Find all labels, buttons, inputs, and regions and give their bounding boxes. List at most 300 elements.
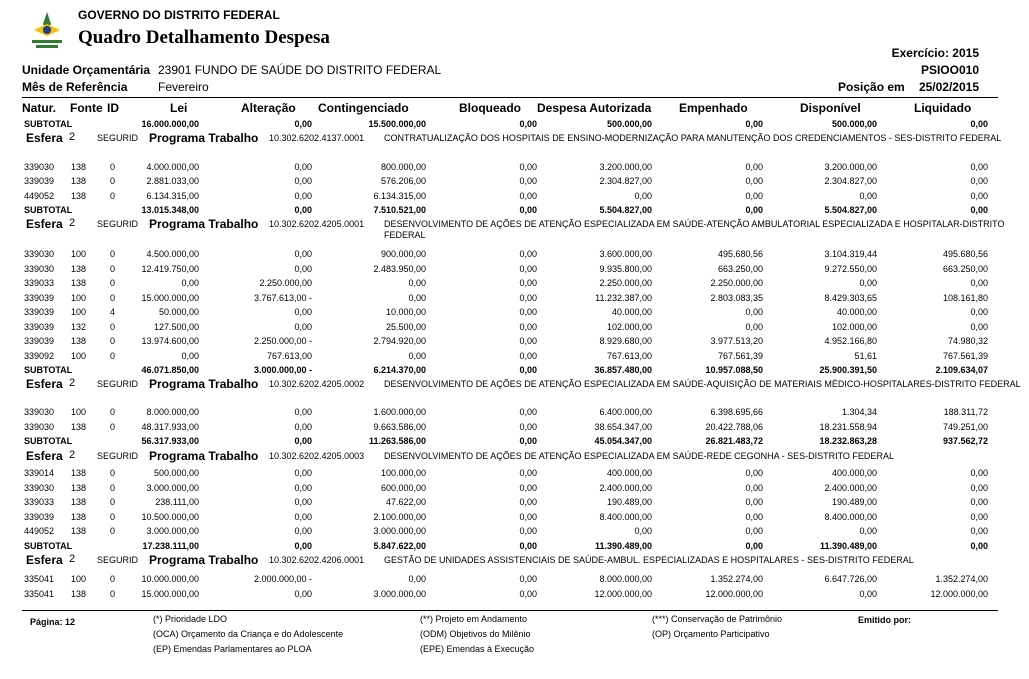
cell-value: 0,00 xyxy=(519,278,537,288)
cell-id: 0 xyxy=(110,497,116,507)
cell-id: 0 xyxy=(110,176,116,186)
cell-value: 0,00 xyxy=(519,176,537,186)
subtotal-row xyxy=(0,117,1029,131)
subtotal-value: 500.000,00 xyxy=(831,119,877,129)
cell-natur: 339033 xyxy=(24,497,55,507)
subtotal-value: 7.510.521,00 xyxy=(373,205,426,215)
cell-value: 0,00 xyxy=(970,278,988,288)
cell-value: 0,00 xyxy=(519,574,537,584)
esfera-value: 2 xyxy=(69,131,76,143)
cell-value: 8.400.000,00 xyxy=(824,512,877,522)
cell-id: 0 xyxy=(110,512,116,522)
legend-epe: (EPE) Emendas à Execução xyxy=(420,644,535,654)
emitido-por: Emitido por: xyxy=(858,615,911,625)
subtotal-value: 46.071.850,00 xyxy=(141,365,199,375)
cell-id: 0 xyxy=(110,191,116,201)
subtotal-value: 0,00 xyxy=(294,436,312,446)
cell-value: 0,00 xyxy=(519,422,537,432)
subtotal-row xyxy=(0,434,1029,448)
cell-value: 2.250.000,00 xyxy=(710,278,763,288)
cell-value: 51,61 xyxy=(854,351,877,361)
subtotal-value: 0,00 xyxy=(519,365,537,375)
cell-value: 0,00 xyxy=(181,278,199,288)
esfera-label: Esfera xyxy=(26,553,63,567)
cell-value: 0,00 xyxy=(745,176,763,186)
programa-label: Programa Trabalho xyxy=(149,131,259,145)
cell-value: 47.622,00 xyxy=(385,497,426,507)
cell-value: 0,00 xyxy=(181,351,199,361)
cell-value: 4.500.000,00 xyxy=(146,249,199,259)
cell-value: 0,00 xyxy=(519,407,537,417)
cell-value: 127.500,00 xyxy=(153,322,199,332)
cell-value: 108.161,80 xyxy=(942,293,988,303)
legend-oca: (OCA) Orçamento da Criança e do Adolescente xyxy=(153,629,344,639)
cell-value: 0,00 xyxy=(519,336,537,346)
header-divider xyxy=(22,97,998,98)
table-row xyxy=(0,510,1029,524)
subtotal-value: 0,00 xyxy=(970,205,988,215)
cell-value: 767.613,00 xyxy=(266,351,312,361)
cell-natur: 339030 xyxy=(24,249,55,259)
cell-value: 6.400.000,00 xyxy=(599,407,652,417)
esfera-label: Esfera xyxy=(26,377,63,391)
subtotal-value: 10.957.088,50 xyxy=(705,365,763,375)
cell-value: 188.311,72 xyxy=(943,407,988,417)
cell-id: 4 xyxy=(110,307,116,317)
cell-value: 0,00 xyxy=(408,574,426,584)
programa-description: DESENVOLVIMENTO DE AÇÕES DE ATENÇÃO ESPECIALIZADA EM SAÚDE-AQUISIÇÃO DE MATERIAIS MÉDICO-HOSPITALARES-DISTRITO FEDERAL xyxy=(384,379,1021,389)
page-number: Página: 12 xyxy=(30,617,76,627)
cell-fonte: 100 xyxy=(71,574,87,584)
cell-natur: 339039 xyxy=(24,322,55,332)
cell-value: 0,00 xyxy=(745,307,763,317)
cell-natur: 335041 xyxy=(24,589,55,599)
table-row xyxy=(0,174,1029,188)
col-empenhado: Empenhado xyxy=(679,101,748,115)
cell-value: 0,00 xyxy=(519,293,537,303)
cell-value: 38.654.347,00 xyxy=(594,422,652,432)
subtotal-label: SUBTOTAL xyxy=(24,436,73,446)
posicao-value: 25/02/2015 xyxy=(918,80,979,94)
cell-value: 3.000.000,00 xyxy=(373,526,426,536)
subtotal-value: 0,00 xyxy=(294,541,312,551)
cell-value: 0,00 xyxy=(519,526,537,536)
cell-natur: 339030 xyxy=(24,422,55,432)
cell-value: 100.000,00 xyxy=(380,468,426,478)
table-row xyxy=(0,291,1029,305)
cell-natur: 339092 xyxy=(24,351,55,361)
cell-value: 0,00 xyxy=(859,526,877,536)
cell-fonte: 138 xyxy=(71,162,87,172)
legend-conservacao: (***) Conservação de Patrimônio xyxy=(652,614,783,624)
cell-value: 3.000.000,00 xyxy=(146,526,199,536)
cell-id: 0 xyxy=(110,162,116,172)
programa-code: 10.302.6202.4205.0001 xyxy=(269,219,365,229)
subtotal-value: 0,00 xyxy=(519,436,537,446)
subtotal-value: 6.214.370,00 xyxy=(373,365,426,375)
subtotal-value: 0,00 xyxy=(970,541,988,551)
cell-value: 3.000.000,00 xyxy=(373,589,426,599)
cell-value: 0,00 xyxy=(745,483,763,493)
col-lei: Lei xyxy=(170,101,188,115)
cell-value: 0,00 xyxy=(519,322,537,332)
cell-value: 8.000.000,00 xyxy=(146,407,199,417)
subtotal-value: 937.562,72 xyxy=(942,436,988,446)
cell-value: 2.881.033,00 xyxy=(146,176,199,186)
table-row xyxy=(0,247,1029,261)
subtotal-value: 45.054.347,00 xyxy=(594,436,652,446)
cell-value: 0,00 xyxy=(970,526,988,536)
cell-value: 12.000.000,00 xyxy=(594,589,652,599)
unidade-value: 23901 FUNDO DE SAÚDE DO DISTRITO FEDERAL xyxy=(158,63,442,77)
cell-natur: 339039 xyxy=(24,293,55,303)
cell-fonte: 100 xyxy=(71,407,87,417)
cell-natur: 335041 xyxy=(24,574,55,584)
cell-value: 663.250,00 xyxy=(717,264,763,274)
table-row xyxy=(0,466,1029,480)
cell-value: 0,00 xyxy=(519,307,537,317)
cell-value: 102.000,00 xyxy=(606,322,652,332)
subtotal-value: 500.000,00 xyxy=(606,119,652,129)
cell-value: 1.600.000,00 xyxy=(373,407,426,417)
cell-value: 0,00 xyxy=(408,351,426,361)
cell-fonte: 138 xyxy=(71,526,87,536)
cell-value: 15.000.000,00 xyxy=(141,589,199,599)
subtotal-value: 3.000.000,00 - xyxy=(253,365,312,375)
seguridade-label: SEGURID xyxy=(97,451,139,461)
programa-code: 10.302.6202.4205.0002 xyxy=(269,379,365,389)
programa-code: 10.302.6202.4137.0001 xyxy=(269,133,365,143)
cell-value: 767.613,00 xyxy=(606,351,652,361)
col-bloqueado: Bloqueado xyxy=(459,101,521,115)
cell-value: 0,00 xyxy=(519,483,537,493)
cell-value: 0,00 xyxy=(294,497,312,507)
table-row xyxy=(0,305,1029,319)
cell-value: 12.419.750,00 xyxy=(141,264,199,274)
cell-id: 0 xyxy=(110,526,116,536)
cell-value: 6.134.315,00 xyxy=(373,191,426,201)
seguridade-label: SEGURID xyxy=(97,133,139,143)
legend-ep: (EP) Emendas Parlamentares ao PLOA xyxy=(153,644,312,654)
cell-value: 4.000.000,00 xyxy=(146,162,199,172)
subtotal-row xyxy=(0,539,1029,553)
cell-value: 3.767.613,00 - xyxy=(253,293,312,303)
cell-value: 50.000,00 xyxy=(158,307,199,317)
subtotal-value: 0,00 xyxy=(294,205,312,215)
cell-value: 767.561,39 xyxy=(942,351,988,361)
cell-natur: 339030 xyxy=(24,407,55,417)
cell-value: 0,00 xyxy=(970,176,988,186)
cell-fonte: 138 xyxy=(71,483,87,493)
cell-value: 0,00 xyxy=(294,407,312,417)
legend-ldo: (*) Prioridade LDO xyxy=(153,614,228,624)
cell-value: 900.000,00 xyxy=(380,249,426,259)
cell-natur: 339039 xyxy=(24,336,55,346)
cell-value: 4.952.166,80 xyxy=(824,336,877,346)
table-row xyxy=(0,481,1029,495)
cell-value: 0,00 xyxy=(634,191,652,201)
esfera-header xyxy=(0,130,1029,156)
subtotal-value: 5.504.827,00 xyxy=(824,205,877,215)
cell-value: 1.352.274,00 xyxy=(935,574,988,584)
legend-odm: (ODM) Objetivos do Milênio xyxy=(420,629,531,639)
subtotal-value: 0,00 xyxy=(294,119,312,129)
cell-value: 15.000.000,00 xyxy=(141,293,199,303)
subtotal-value: 11.263.586,00 xyxy=(368,436,426,446)
subtotal-value: 0,00 xyxy=(519,541,537,551)
cell-value: 11.232.387,00 xyxy=(595,293,652,303)
subtotal-value: 11.390.489,00 xyxy=(819,541,877,551)
table-row xyxy=(0,572,1029,586)
cell-value: 9.272.550,00 xyxy=(824,264,877,274)
cell-value: 102.000,00 xyxy=(831,322,877,332)
cell-value: 0,00 xyxy=(970,468,988,478)
col-fonte: Fonte xyxy=(70,101,103,115)
cell-value: 0,00 xyxy=(408,278,426,288)
cell-fonte: 138 xyxy=(71,176,87,186)
cell-value: 0,00 xyxy=(745,526,763,536)
mes-value: Fevereiro xyxy=(158,80,209,94)
cell-id: 0 xyxy=(110,483,116,493)
legend-projeto: (**) Projeto em Andamento xyxy=(420,614,528,624)
subtotal-value: 0,00 xyxy=(745,119,763,129)
subtotal-row xyxy=(0,363,1029,377)
cell-value: 25.500,00 xyxy=(385,322,426,332)
cell-fonte: 100 xyxy=(71,249,87,259)
cell-value: 0,00 xyxy=(745,191,763,201)
posicao-label: Posição em xyxy=(838,80,905,94)
cell-value: 0,00 xyxy=(970,162,988,172)
cell-value: 0,00 xyxy=(408,293,426,303)
cell-fonte: 100 xyxy=(71,293,87,303)
table-row xyxy=(0,189,1029,203)
programa-label: Programa Trabalho xyxy=(149,377,259,391)
cell-value: 0,00 xyxy=(970,483,988,493)
col-despesa: Despesa Autorizada xyxy=(537,101,652,115)
esfera-label: Esfera xyxy=(26,449,63,463)
cell-value: 495.680,56 xyxy=(942,249,988,259)
cell-id: 0 xyxy=(110,422,116,432)
cell-value: 0,00 xyxy=(519,249,537,259)
subtotal-row xyxy=(0,203,1029,217)
esfera-value: 2 xyxy=(69,449,76,461)
cell-id: 0 xyxy=(110,468,116,478)
cell-value: 2.304.827,00 xyxy=(599,176,652,186)
esfera-header xyxy=(0,448,1029,464)
cell-value: 8.000.000,00 xyxy=(599,574,652,584)
cell-value: 2.803.083,35 xyxy=(710,293,763,303)
cell-value: 0,00 xyxy=(294,422,312,432)
cell-natur: 339030 xyxy=(24,483,55,493)
cell-natur: 449052 xyxy=(24,191,55,201)
cell-id: 0 xyxy=(110,407,116,417)
cell-value: 1.304,34 xyxy=(841,407,877,417)
table-row xyxy=(0,405,1029,419)
cell-value: 190.489,00 xyxy=(606,497,652,507)
cell-natur: 339014 xyxy=(24,468,55,478)
cell-value: 500.000,00 xyxy=(153,468,199,478)
subtotal-value: 0,00 xyxy=(519,205,537,215)
cell-value: 3.104.319,44 xyxy=(824,249,877,259)
table-row xyxy=(0,524,1029,538)
subtotal-value: 25.900.391,50 xyxy=(819,365,877,375)
footer-divider xyxy=(22,610,998,611)
cell-natur: 339039 xyxy=(24,512,55,522)
cell-value: 2.304.827,00 xyxy=(824,176,877,186)
cell-value: 0,00 xyxy=(859,589,877,599)
subtotal-value: 2.109.634,07 xyxy=(935,365,988,375)
programa-description: GESTÃO DE UNIDADES ASSISTENCIAIS DE SAÚDE-AMBUL. ESPECIALIZADAS E HOSPITALARES - SES-DISTRITO FEDERAL xyxy=(384,555,914,565)
col-liquidado: Liquidado xyxy=(914,101,972,115)
cell-value: 0,00 xyxy=(970,512,988,522)
col-natur: Natur. xyxy=(22,101,57,115)
report-title: Quadro Detalhamento Despesa xyxy=(78,27,330,48)
subtotal-value: 0,00 xyxy=(745,541,763,551)
cell-value: 0,00 xyxy=(745,468,763,478)
cell-value: 0,00 xyxy=(970,322,988,332)
cell-value: 400.000,00 xyxy=(606,468,652,478)
cell-value: 12.000.000,00 xyxy=(705,589,763,599)
cell-value: 2.250.000,00 - xyxy=(253,336,312,346)
cell-value: 18.231.558,94 xyxy=(819,422,877,432)
cell-value: 13.974.600,00 xyxy=(141,336,199,346)
cell-value: 495.680,56 xyxy=(717,249,763,259)
esfera-value: 2 xyxy=(69,377,76,389)
programa-description: DESENVOLVIMENTO DE AÇÕES DE ATENÇÃO ESPECIALIZADA EM SAÚDE-ATENÇÃO AMBULATORIAL ESPECIALIZADA E HOSPITALAR-DISTRITO FEDERAL xyxy=(384,219,1005,240)
table-row xyxy=(0,160,1029,174)
cell-value: 48.317.933,00 xyxy=(141,422,199,432)
col-alteracao: Alteração xyxy=(241,101,296,115)
cell-fonte: 132 xyxy=(71,322,87,332)
programa-label: Programa Trabalho xyxy=(149,553,259,567)
cell-value: 576.206,00 xyxy=(380,176,426,186)
esfera-header xyxy=(0,376,1029,402)
cell-value: 2.250.000,00 xyxy=(259,278,312,288)
legend-op: (OP) Orçamento Participativo xyxy=(652,629,770,639)
cell-value: 0,00 xyxy=(294,322,312,332)
subtotal-value: 56.317.933,00 xyxy=(141,436,199,446)
cell-id: 0 xyxy=(110,278,116,288)
cell-value: 238.111,00 xyxy=(155,497,199,507)
subtotal-value: 26.821.483,72 xyxy=(705,436,763,446)
cell-value: 9.663.586,00 xyxy=(373,422,426,432)
cell-value: 749.251,00 xyxy=(942,422,988,432)
cell-fonte: 138 xyxy=(71,497,87,507)
cell-fonte: 138 xyxy=(71,191,87,201)
cell-value: 10.000,00 xyxy=(385,307,426,317)
col-contingenciado: Contingenciado xyxy=(318,101,409,115)
cell-value: 40.000,00 xyxy=(611,307,652,317)
programa-description: CONTRATUALIZAÇÃO DOS HOSPITAIS DE ENSINO-MODERNIZAÇÃO PARA MANUTENÇÃO DOS CREDENCIAMENTOS - SES-DISTRITO FEDERAL xyxy=(384,133,1002,143)
cell-value: 0,00 xyxy=(294,176,312,186)
cell-natur: 339039 xyxy=(24,176,55,186)
subtotal-value: 0,00 xyxy=(970,119,988,129)
cell-id: 0 xyxy=(110,264,116,274)
cell-value: 0,00 xyxy=(519,497,537,507)
cell-value: 2.400.000,00 xyxy=(599,483,652,493)
programa-code: 10.302.6202.4205.0003 xyxy=(269,451,365,461)
subtotal-value: 5.847.622,00 xyxy=(373,541,426,551)
cell-id: 0 xyxy=(110,249,116,259)
cell-value: 2.250.000,00 xyxy=(599,278,652,288)
cell-value: 2.400.000,00 xyxy=(824,483,877,493)
cell-fonte: 138 xyxy=(71,468,87,478)
cell-natur: 339030 xyxy=(24,162,55,172)
cell-id: 0 xyxy=(110,293,116,303)
cell-natur: 339039 xyxy=(24,307,55,317)
esfera-label: Esfera xyxy=(26,217,63,231)
table-row xyxy=(0,495,1029,509)
cell-value: 6.647.726,00 xyxy=(824,574,877,584)
cell-id: 0 xyxy=(110,351,116,361)
cell-natur: 339033 xyxy=(24,278,55,288)
subtotal-value: 16.000.000,00 xyxy=(141,119,199,129)
cell-value: 40.000,00 xyxy=(836,307,877,317)
cell-value: 0,00 xyxy=(294,191,312,201)
cell-fonte: 138 xyxy=(71,422,87,432)
cell-natur: 449052 xyxy=(24,526,55,536)
cell-fonte: 100 xyxy=(71,351,87,361)
cell-id: 0 xyxy=(110,574,116,584)
cell-value: 3.000.000,00 xyxy=(146,483,199,493)
table-row xyxy=(0,349,1029,363)
cell-value: 0,00 xyxy=(294,307,312,317)
subtotal-value: 11.390.489,00 xyxy=(594,541,652,551)
cell-natur: 339030 xyxy=(24,264,55,274)
subtotal-value: 5.504.827,00 xyxy=(599,205,652,215)
cell-value: 400.000,00 xyxy=(831,468,877,478)
cell-value: 0,00 xyxy=(294,512,312,522)
cell-value: 0,00 xyxy=(745,162,763,172)
cell-value: 0,00 xyxy=(970,497,988,507)
cell-value: 3.600.000,00 xyxy=(599,249,652,259)
subtotal-value: 36.857.480,00 xyxy=(594,365,652,375)
cell-value: 3.200.000,00 xyxy=(824,162,877,172)
cell-value: 9.935.800,00 xyxy=(599,264,652,274)
programa-description: DESENVOLVIMENTO DE AÇÕES DE ATENÇÃO ESPECIALIZADA EM SAÚDE-REDE CEGONHA - SES-DISTRITO FEDERAL xyxy=(384,451,894,461)
cell-value: 0,00 xyxy=(745,322,763,332)
cell-fonte: 138 xyxy=(71,512,87,522)
cell-value: 0,00 xyxy=(294,526,312,536)
cell-value: 1.352.274,00 xyxy=(710,574,763,584)
cell-value: 2.000.000,00 - xyxy=(253,574,312,584)
mes-label: Mês de Referência xyxy=(22,80,128,94)
cell-value: 0,00 xyxy=(745,497,763,507)
cell-value: 8.400.000,00 xyxy=(599,512,652,522)
exercicio: Exercício: 2015 xyxy=(891,46,979,60)
report-code: PSIOO010 xyxy=(920,63,979,77)
cell-value: 6.398.695,66 xyxy=(710,407,763,417)
cell-value: 0,00 xyxy=(519,589,537,599)
esfera-label: Esfera xyxy=(26,131,63,145)
subtotal-label: SUBTOTAL xyxy=(24,205,73,215)
cell-fonte: 100 xyxy=(71,307,87,317)
cell-id: 0 xyxy=(110,322,116,332)
col-disponivel: Disponível xyxy=(800,101,861,115)
cell-value: 0,00 xyxy=(519,264,537,274)
subtotal-label: SUBTOTAL xyxy=(24,541,73,551)
cell-value: 0,00 xyxy=(294,162,312,172)
esfera-header xyxy=(0,552,1029,568)
subtotal-label: SUBTOTAL xyxy=(24,119,73,129)
cell-value: 0,00 xyxy=(294,589,312,599)
esfera-header xyxy=(0,216,1029,242)
programa-label: Programa Trabalho xyxy=(149,217,259,231)
cell-id: 0 xyxy=(110,336,116,346)
cell-value: 74.980,32 xyxy=(947,336,988,346)
subtotal-value: 15.500.000,00 xyxy=(368,119,426,129)
cell-fonte: 138 xyxy=(71,264,87,274)
